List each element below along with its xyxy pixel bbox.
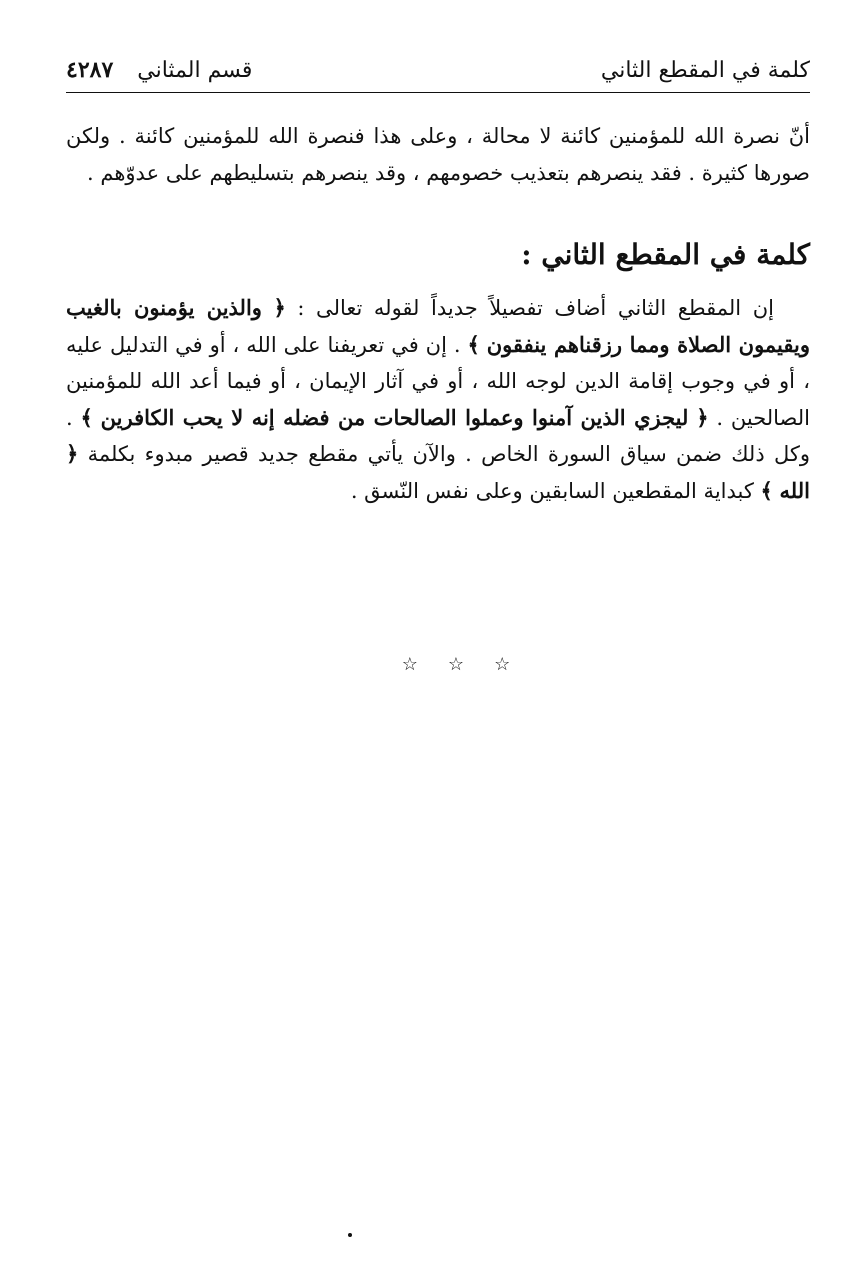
paragraph-2 [66, 290, 810, 509]
star-icon: ☆ [494, 654, 511, 675]
quran-open-bracket: ﴿ [696, 404, 709, 430]
running-header [66, 52, 810, 88]
star-icon: ☆ [401, 654, 418, 675]
quran-open-bracket: ﴿ [273, 295, 286, 320]
paragraph-2-text-2: . إن في تعريفنا على الله ، أو في التدليل عليه ، أو في وجوب إقامة الدين لوجه الله ، أو في آثار الإيمان ، أو فيما أعد الله للمؤمنين الصالحين . [66, 332, 810, 430]
header-left-group [66, 57, 252, 83]
quran-quote-3: الله [779, 477, 810, 503]
paragraph-2-text-1: إن المقطع الثاني أضاف تفصيلاً جديداً لقوله تعالى : [297, 296, 774, 320]
paragraph-1: أنّ نصرة الله للمؤمنين كائنة لا محالة ، وعلى هذا فنصرة الله للمؤمنين كائنة . ولكن صورها كثيرة . فقد ينصرهم بتعذيب خصومهم ، وقد ينصرهم بتسليطهم على عدوّهم . [66, 124, 810, 185]
paragraph-2-text-4: كبداية المقطعين السابقين وعلى نفس النّسق . [350, 478, 754, 503]
paragraph-2-text-3: . وكل ذلك ضمن سياق السورة الخاص . والآن يأتي مقطع جديد قصير مبدوء بكلمة [66, 405, 810, 466]
page-number: ٤٢٨٧ [66, 57, 114, 83]
header-rule [66, 92, 810, 93]
quran-quote-1: والذين يؤمنون بالغيب ويقيمون الصلاة ومما رزقناهم ينفقون [66, 295, 811, 357]
quran-close-bracket: ﴾ [80, 404, 93, 430]
section-heading: كلمة في المقطع الثاني : [521, 238, 810, 271]
print-speck [348, 1233, 352, 1237]
quran-open-bracket: ﴿ [66, 441, 79, 466]
header-part-title: قسم المثاني [137, 57, 253, 83]
quran-quote-2: ليجزي الذين آمنوا وعملوا الصالحات من فضله إنه لا يحب الكافرين [100, 404, 689, 430]
star-icon: ☆ [447, 654, 465, 675]
section-separator [0, 654, 868, 675]
header-section-title: كلمة في المقطع الثاني [600, 57, 810, 83]
quran-close-bracket: ﴾ [467, 331, 480, 357]
quran-close-bracket: ﴾ [760, 477, 773, 503]
